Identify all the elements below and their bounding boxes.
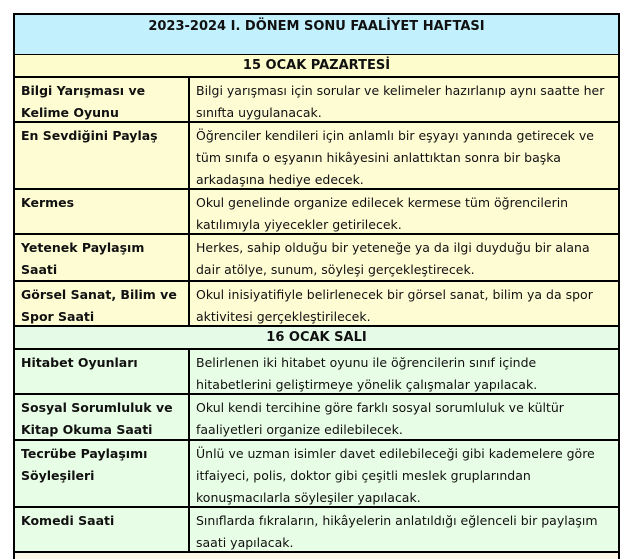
activity-name: Görsel Sanat, Bilim ve Spor Saati <box>15 282 190 325</box>
table-row <box>15 441 618 508</box>
activity-name: En Sevdiğini Paylaş <box>15 123 190 188</box>
activity-name: Tecrübe Paylaşımı Söyleşileri <box>15 441 190 506</box>
table-row <box>15 78 618 123</box>
table-row <box>15 282 618 327</box>
activity-name: Hitabet Oyunları <box>15 350 190 393</box>
activity-description: Bilgi yarışması için sorular ve kelimeler hazırlanıp aynı saatte her sınıfta uygulanacak. <box>196 83 605 120</box>
day-header-monday: 15 OCAK PAZARTESİ <box>15 55 618 78</box>
table-row <box>15 508 618 553</box>
activity-description: Okul inisiyatifiyle belirlenecek bir görsel sanat, bilim ya da spor aktivitesi gerçekleştirilecek. <box>196 287 593 324</box>
table-row <box>15 395 618 441</box>
activity-name: Bilgi Yarışması ve Kelime Oyunu <box>15 78 190 121</box>
activity-description: Okul genelinde organize edilecek kermese tüm öğrencilerin katılımıyla yiyecekler getirilecek. <box>196 195 569 232</box>
day-header-tuesday: 16 OCAK SALI <box>15 327 618 350</box>
activity-week-table <box>13 13 620 559</box>
activity-description: Belirlenen iki hitabet oyunu ile öğrencilerin sınıf içinde hitabetlerini geliştirmeye yönelik çalışmalar yapılacak. <box>196 355 538 392</box>
table-row <box>15 123 618 190</box>
activity-name: Komedi Saati <box>15 508 190 551</box>
table-row <box>15 190 618 235</box>
activity-name: Sosyal Sorumluluk ve Kitap Okuma Saati <box>15 395 190 439</box>
activity-name: Kermes <box>15 190 190 233</box>
table-row <box>15 350 618 395</box>
activity-name: Yetenek Paylaşım Saati <box>15 235 190 280</box>
activity-description: Öğrenciler kendileri için anlamlı bir eşyayı yanında getirecek ve tüm sınıfa o eşyanın hikâyesini anlattıktan sonra bir başka arkadaşına hediye edecek. <box>196 128 594 187</box>
activity-description: Herkes, sahip olduğu bir yeteneğe ya da ilgi duyduğu bir alana dair atölye, sunum, söyleşi gerçekleştirecek. <box>196 240 590 277</box>
table-row <box>15 235 618 282</box>
activity-description: Okul kendi tercihine göre farklı sosyal sorumluluk ve kültür faaliyetleri organize edilebilecek. <box>196 400 564 437</box>
activity-description: Ünlü ve uzman isimler davet edilebileceği gibi kademelere göre itfaiyeci, polis, doktor gibi çeşitli meslek gruplarından konuşmacılarla söyleşiler yapılacak. <box>196 446 595 505</box>
activity-description: Sınıflarda fıkraların, hikâyelerin anlatıldığı eğlenceli bir paylaşım saati yapılacak. <box>196 513 598 550</box>
table-title: 2023-2024 I. DÖNEM SONU FAALİYET HAFTASI <box>15 15 618 55</box>
